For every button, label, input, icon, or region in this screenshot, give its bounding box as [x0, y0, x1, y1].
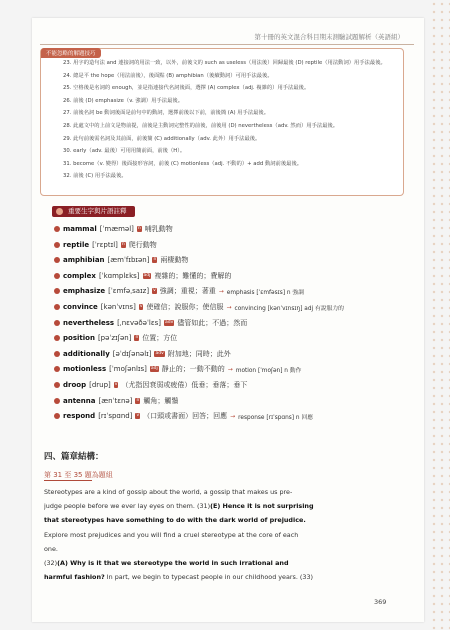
note-line: 27. 前後名詞 be 動詞後面是前句中的動詞，選擇前後以下前，前後簡 (A) 用手法最後。 [63, 110, 270, 117]
vocab-gloss: 爬行動物 [128, 240, 157, 249]
vocab-pronunciation: [æmˈfɪbɪən] [107, 256, 150, 265]
related-word: motion [ˈmoʃən] n 動作 [235, 367, 302, 374]
vocab-pronunciation: [rɪˈspɑnd] [98, 412, 133, 421]
bullet-icon [54, 304, 60, 310]
note-line: 32. 前後 (C) 用手法最後。 [63, 173, 127, 180]
bullet-icon [54, 226, 60, 232]
answer-sentence: (E) Hence it is not surprising [210, 502, 314, 511]
subtitle-underline [44, 480, 92, 481]
vocab-word: position [63, 334, 95, 343]
vocab-word: motionless [63, 365, 107, 374]
vocab-word: mammal [63, 225, 97, 233]
answer-sentence: that stereotypes have something to do with the dark world of prejudice. [44, 516, 306, 525]
vocab-word: emphasize [63, 287, 106, 296]
running-header: 第十冊的英文混合科目期末測驗試題解析（英語組） [254, 33, 404, 41]
passage-line [44, 502, 404, 510]
note-line: 26. 前後 (D) emphasize（v. 強調）用手法最後。 [63, 97, 183, 104]
related-word: convincing [kənˈvɪnsɪŋ] adj 有說服力的 [234, 305, 344, 312]
vocab-gloss: 位置；方位 [142, 334, 178, 343]
note-line: 30. early（adv. 最後）可用用簡前面，前後（H）。 [63, 148, 186, 155]
answer-sentence: harmful fashion? [44, 573, 105, 582]
passage-subtitle: 第 31 至 35 題為題組 [44, 471, 113, 479]
vocab-section-title: 重要生字與片語註釋 [52, 206, 135, 217]
header-divider [40, 44, 414, 45]
vocab-entry [54, 364, 301, 374]
passage-line [44, 516, 404, 524]
note-line: 28. 此處文中的上前文是物前提，前後是主動詞完整性的前後，前後用 (D) nevertheless（adv. 然而）用手法最後。 [63, 123, 339, 129]
part-of-speech-tag: adv [165, 319, 174, 325]
vocab-pronunciation: [ˈmoʃənlɪs] [109, 365, 147, 374]
vocab-gloss: 使確信；說服你；使信服 [146, 303, 224, 311]
vocab-gloss: （口頭或書面）回答；回應 [143, 412, 228, 421]
vocab-pronunciation: [ˈkɑmplɛks] [98, 271, 140, 280]
note-line: 31. become（v. 變得）後面接形容詞，前後 (C) motionless（adj. 不動的）+ add 動詞前後最後。 [63, 160, 303, 167]
answer-notes-box [40, 48, 404, 196]
vocab-word: amphibian [63, 256, 105, 265]
vocab-gloss: 哺乳動物 [144, 225, 173, 233]
passage-text: In part, we begin to typecast people in our childhood years. (33) [104, 573, 314, 582]
passage-line [44, 488, 404, 496]
vocab-pronunciation: [ænˈtɛnə] [98, 396, 133, 405]
vocab-word: nevertheless [63, 318, 115, 327]
bullet-icon [54, 413, 60, 419]
note-line: 24. 總是平 the hope（用法前後），後面點 (B) amphibian（後續動詞）可用手法最後。 [63, 72, 273, 79]
arrow-icon: → [227, 365, 233, 373]
vocab-entry [54, 380, 247, 390]
vocab-entry [54, 224, 173, 234]
vocab-gloss: 靜止的；一動不動的 [161, 365, 225, 374]
answer-sentence: (A) Why is it that we stereotype the world in such irrational and [57, 559, 289, 567]
bullet-icon [54, 257, 60, 263]
passage-line [44, 559, 404, 567]
part-of-speech-tag: n [153, 257, 157, 263]
vocab-entry [54, 302, 344, 312]
part-of-speech-tag: n [121, 241, 125, 247]
vocab-entry [54, 318, 247, 328]
note-line: 23. 用字的造句法 and 連接詞的用法一致，以外，前後文的 such as useless（用法後）回歸最後 (D) reptile（用法動詞）用手法最後。 [63, 60, 386, 66]
passage-text: one. [44, 544, 58, 553]
vocab-word: droop [63, 381, 87, 389]
related-word: emphasis [ˈɛmfəsɪs] n 強調 [226, 289, 305, 296]
vocab-word: antenna [63, 396, 96, 405]
bullet-icon [54, 382, 60, 388]
bullet-icon [54, 288, 60, 294]
vocab-word: complex [63, 271, 96, 280]
part-of-speech-tag: n [136, 397, 140, 403]
arrow-icon: → [218, 287, 224, 295]
passage-text: (32) [44, 559, 58, 567]
note-line: 25. 空格後是名詞的 enough，並是指連接代名詞後面，選擇 (A) complex（adj. 複雜的）用手法最後。 [63, 85, 310, 92]
part-of-speech-tag: v [136, 413, 140, 419]
vocab-entry [54, 333, 177, 343]
arrow-icon: → [226, 303, 232, 311]
bullet-icon [54, 351, 60, 357]
vocab-gloss: 儘管如此；不過；然而 [177, 318, 248, 327]
part-of-speech-tag: adv [155, 350, 164, 356]
vocab-entry [54, 240, 157, 250]
passage-text: judge people before we ever lay eyes on them. (31) [44, 502, 211, 511]
vocab-word: respond [63, 412, 96, 421]
vocab-entry [54, 349, 231, 359]
vocab-gloss: 兩棲動物 [160, 256, 189, 265]
vocab-word: reptile [63, 240, 90, 249]
vocab-entry [54, 411, 313, 421]
vocab-pronunciation: [ˈɛmfəˌsaɪz] [108, 287, 150, 296]
section-title: 四、篇章結構： [44, 452, 104, 462]
bullet-icon [54, 320, 60, 326]
vocab-pronunciation: [drup] [89, 381, 111, 389]
vocab-entry [54, 255, 188, 265]
bullet-icon [54, 335, 60, 341]
vocab-entry [54, 286, 304, 296]
vocab-pronunciation: [kənˈvɪns] [100, 303, 136, 311]
passage-line [44, 545, 404, 553]
vocab-pronunciation: [ˌnɛvəðəˈlɛs] [117, 318, 162, 327]
vocab-gloss: 複雜的；難懂的；費解的 [154, 271, 232, 280]
vocab-word: additionally [63, 349, 110, 358]
notes-box-label: 不能忽略的解題技巧 [41, 48, 101, 58]
vocab-gloss: 附加地；同時；此外 [167, 349, 231, 358]
bullet-icon [54, 242, 60, 248]
vocab-pronunciation: [pəˈzɪʃən] [97, 334, 132, 343]
part-of-speech-tag: v [114, 382, 118, 387]
passage-line [44, 573, 404, 581]
passage-line [44, 531, 404, 539]
part-of-speech-tag: n [135, 335, 139, 341]
vocab-word: convince [63, 303, 98, 311]
vocab-gloss: （尤指因衰弱或疲倦）低垂；垂落；垂下 [121, 381, 248, 389]
part-of-speech-tag: v [153, 288, 156, 294]
vocab-gloss: 強調；重視；著重 [159, 287, 216, 296]
book-page [32, 18, 424, 622]
part-of-speech-tag: v [139, 304, 143, 309]
part-of-speech-tag: n [137, 226, 141, 231]
bullet-icon [54, 398, 60, 404]
page-number: 369 [374, 598, 387, 606]
vocab-entry [54, 396, 178, 406]
vocab-pronunciation: [əˈdɪʃənəlɪ] [112, 349, 152, 358]
part-of-speech-tag: adj [143, 272, 151, 278]
bullet-icon [54, 366, 60, 372]
note-line: 29. 此句前後需名詞及其前面，前後簡 (C) additionally（adv. 此外）用手法最後。 [63, 135, 261, 142]
arrow-icon: → [230, 412, 236, 420]
related-word: response [rɪˈspɑns] n 回應 [238, 414, 314, 421]
bullet-icon [54, 273, 60, 279]
vocab-entry [54, 271, 231, 281]
part-of-speech-tag: adj [150, 366, 158, 372]
vocab-pronunciation: [ˈmæməl] [99, 225, 134, 233]
vocab-gloss: 觸角；觸鬚 [143, 396, 179, 405]
passage-text: Stereotypes are a kind of gossip about the world, a gossip that makes us pre- [44, 488, 293, 496]
passage-text: Explore most prejudices and you will find a cruel stereotype at the core of each [44, 530, 299, 539]
vocab-pronunciation: [ˈrɛptɪl] [92, 240, 118, 249]
decorative-dot-border [430, 0, 450, 630]
